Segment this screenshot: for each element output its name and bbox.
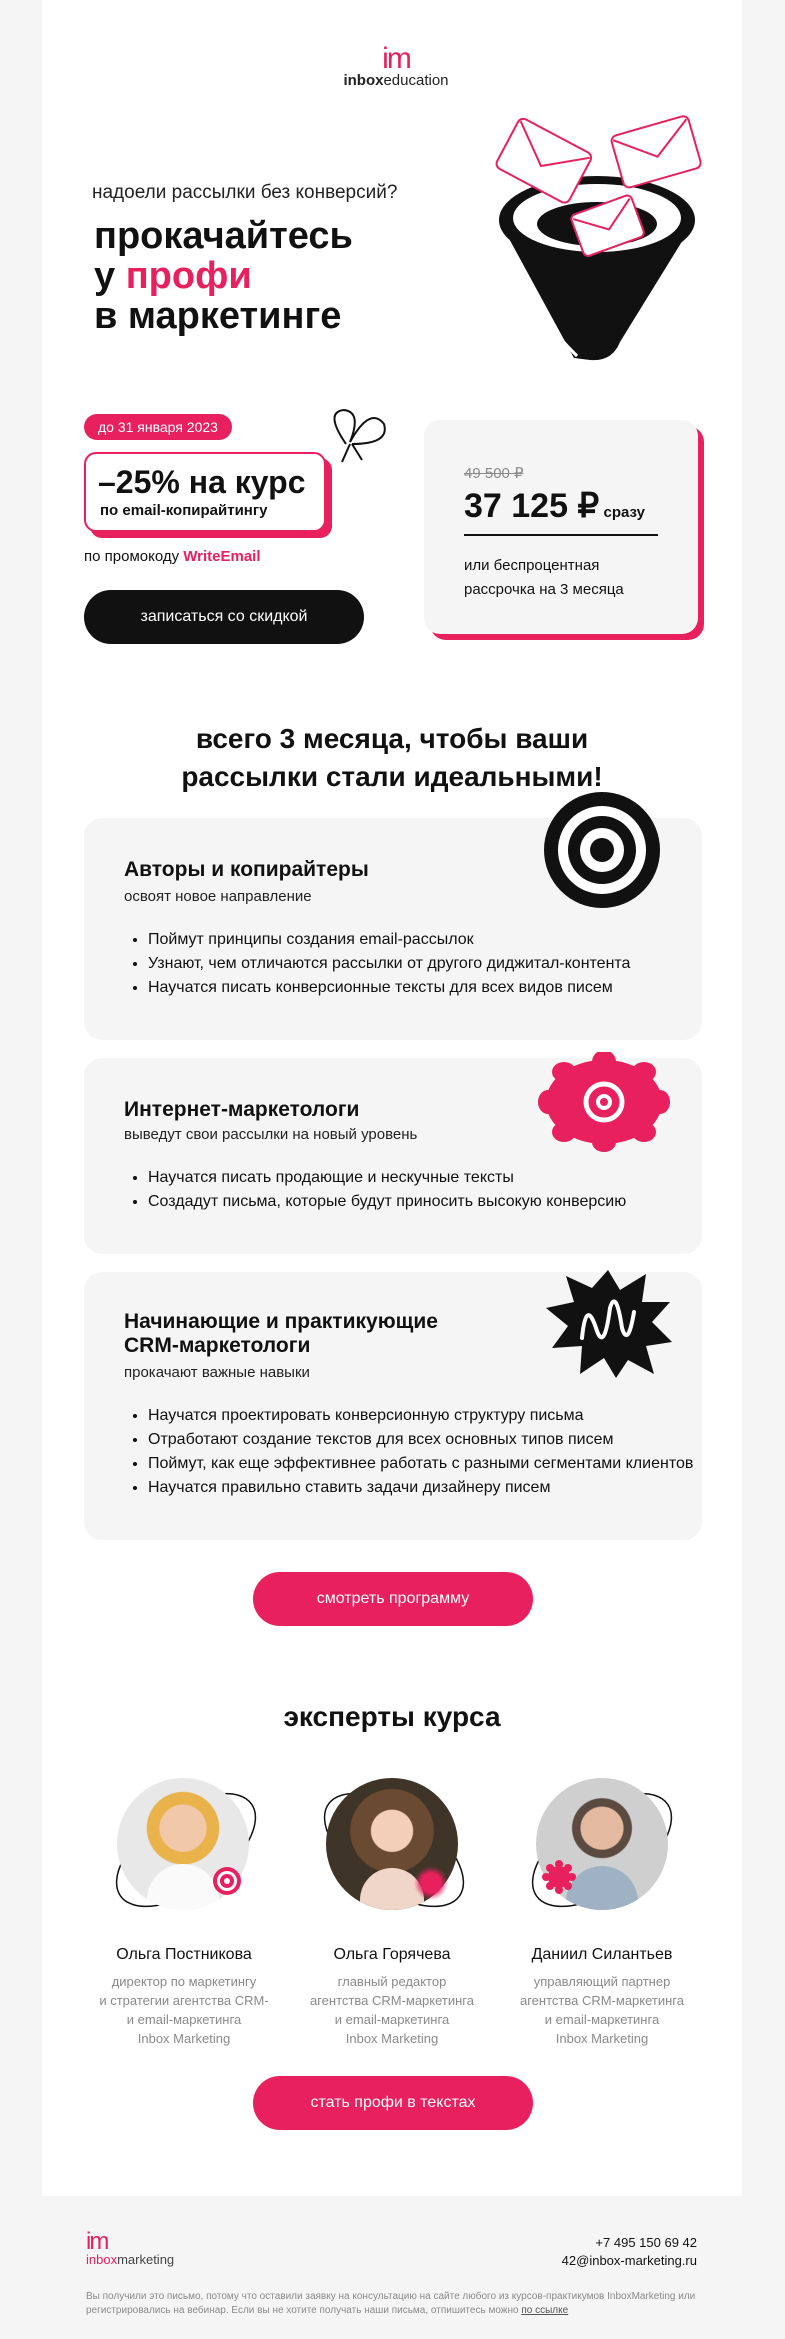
audience-section-title: всего 3 месяца, чтобы ваши рассылки стали идеальными! xyxy=(181,723,603,792)
expert-role: главный редактор агентства CRM-маркетинга и email-маркетинга Inbox Marketing xyxy=(309,1974,474,2046)
funnel-envelopes-illustration xyxy=(472,112,722,374)
target-icon xyxy=(542,790,662,910)
target-badge-icon xyxy=(212,1866,242,1896)
header-logo[interactable] xyxy=(336,42,456,89)
list-item: • Научатся писать конверсионные тексты для всех видов писем xyxy=(148,976,630,1000)
card-subtitle: прокачают важные навыки xyxy=(124,1364,310,1381)
promo-line: по промокоду WriteEmail xyxy=(84,548,261,565)
pink-glow-decoration xyxy=(414,1866,448,1900)
list-item: • Создадут письма, которые будут приносить высокую конверсию xyxy=(148,1190,626,1214)
promo-code: WriteEmail xyxy=(183,548,261,565)
logo-wordmark: inboxeducation xyxy=(343,72,449,89)
card-title: Авторы и копирайтеры xyxy=(124,858,369,881)
experts-section-title: эксперты курса xyxy=(283,1701,501,1732)
old-price: 49 500 ₽ xyxy=(464,465,524,482)
expert-role: директор по маркетингу и стратегии агентства CRM- и email-маркетинга Inbox Marketing xyxy=(99,1974,269,2046)
card-list xyxy=(124,928,630,1000)
pink-flower-badge-icon xyxy=(542,1860,576,1894)
list-item: • Поймут принципы создания email-рассылок xyxy=(148,928,630,952)
card-title: Интернет-маркетологи xyxy=(124,1098,360,1121)
card-list xyxy=(124,1166,626,1214)
footer-contacts xyxy=(562,2234,697,2270)
footer-logo-wordmark: inboxmarketing xyxy=(86,2252,175,2267)
enroll-discount-button[interactable]: записаться со скидкой xyxy=(84,590,364,644)
footer-email[interactable]: 42@inbox-marketing.ru xyxy=(561,2253,697,2268)
card-title: Начинающие и практикующие CRM-маркетологи xyxy=(124,1310,438,1357)
card-list xyxy=(124,1404,693,1500)
footer-logo-mark-icon: im xyxy=(86,2228,108,2255)
expert-name: Даниил Силантьев xyxy=(531,1946,673,1963)
list-item: • Научатся писать продающие и нескучные тексты xyxy=(148,1166,626,1190)
installment-text: или беспроцентная рассрочка на 3 месяца xyxy=(464,557,624,598)
expert-role: управляющий партнер агентства CRM-маркетинга и email-маркетинга Inbox Marketing xyxy=(519,1974,684,2046)
list-item: • Поймут, как еще эффективнее работать с разными сегментами клиентов xyxy=(148,1452,693,1476)
new-price: 37 125 ₽ сразу xyxy=(464,487,645,525)
expert-name: Ольга Горячева xyxy=(333,1946,451,1963)
footer-logo[interactable] xyxy=(86,2228,175,2267)
starburst-squiggle-icon xyxy=(542,1268,674,1380)
ribbon-bow-icon xyxy=(322,404,392,464)
logo-mark-icon: im xyxy=(382,42,410,75)
view-program-button[interactable]: смотреть программу xyxy=(253,1572,533,1626)
hero-subtitle: надоели рассылки без конверсий? xyxy=(92,182,398,203)
price-divider xyxy=(464,534,658,536)
list-item: • Узнают, чем отличаются рассылки от другого диджитал-контента xyxy=(148,952,630,976)
discount-subtitle: по email-копирайтингу xyxy=(100,502,268,519)
email-body xyxy=(42,0,742,2196)
discount-title: –25% на курс xyxy=(98,464,306,500)
list-item: • Научатся проектировать конверсионную структуру письма xyxy=(148,1404,693,1428)
become-pro-button[interactable]: стать профи в текстах xyxy=(253,2076,533,2130)
footer-phone[interactable]: +7 495 150 69 42 xyxy=(595,2235,697,2250)
deadline-badge: до 31 января 2023 xyxy=(84,414,232,440)
discount-box xyxy=(84,452,326,532)
card-subtitle: выведут свои рассылки на новый уровень xyxy=(124,1126,418,1143)
expert-name: Ольга Постникова xyxy=(116,1946,252,1963)
hero-title: прокачайтесь у профи в маркетинге xyxy=(94,215,353,337)
unsubscribe-link[interactable]: по ссылке xyxy=(521,2305,569,2316)
footer-disclaimer: Вы получили это письмо, потому что оставили заявку на консультацию на сайте любого из курсов-практикумов InboxMarketing или регистрировались на вебинар. Если вы не хотите получать наши письма, отпишитесь можно по ссылке xyxy=(86,2291,696,2316)
list-item: • Научатся правильно ставить задачи дизайнеру писем xyxy=(148,1476,693,1500)
price-card xyxy=(424,420,698,634)
list-item: • Отработают создание текстов для всех основных типов писем xyxy=(148,1428,693,1452)
card-subtitle: освоят новое направление xyxy=(124,888,312,905)
email-at-flower-icon xyxy=(538,1052,670,1152)
